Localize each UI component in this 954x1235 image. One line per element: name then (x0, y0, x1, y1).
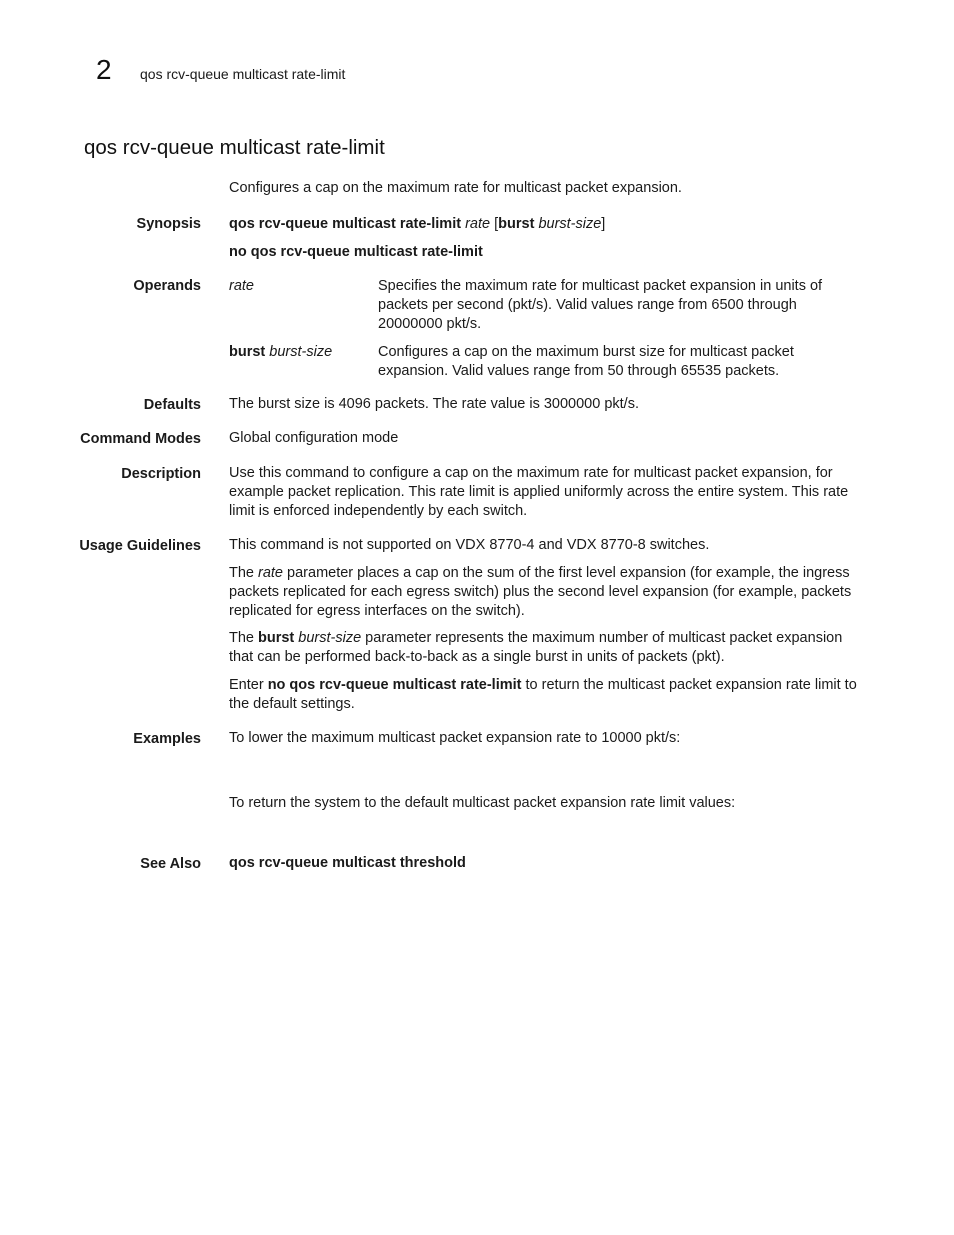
synopsis-command: qos rcv-queue multicast rate-limit (229, 216, 462, 232)
synopsis-close: ] (601, 216, 606, 232)
usage-p4-bold: no qos rcv-queue multicast rate-limit (267, 677, 522, 693)
usage-p3-pre: The (229, 630, 259, 646)
label-description: Description (121, 466, 201, 482)
usage-p3 (229, 629, 869, 667)
usage-p2-post: parameter places a cap on the sum of the first level expansion (for example, the ingress packets replicated for each egress switch) plus the second level expansion (for example, packets replicated for egress interfaces on the switch). (229, 565, 852, 619)
label-synopsis: Synopsis (136, 216, 201, 232)
operand-rate-desc: Specifies the maximum rate for multicast packet expansion in units of packets per second (pkt/s). Valid values range from 6500 through 20000000 pkt/s. (378, 278, 823, 332)
label-examples: Examples (133, 731, 201, 747)
usage-p3-post: parameter represents the maximum number of multicast packet expansion that can be performed back-to-back as a single burst in units of packets (pkt). (229, 630, 843, 665)
synopsis-rate: rate (465, 216, 491, 232)
operand-burst-size: burst-size (269, 344, 333, 360)
usage-p2 (229, 564, 869, 621)
synopsis-no-command: no qos rcv-queue multicast rate-limit (229, 244, 483, 260)
usage-p3-italic: burst-size (298, 630, 362, 646)
synopsis-burst: burst (498, 216, 535, 232)
label-operands: Operands (133, 278, 201, 294)
description-text: Use this command to configure a cap on the maximum rate for multicast packet expansion, for example packet replication. This rate limit is applied uniformly across the entire system. This rate limit is enforced independently by each switch. (229, 465, 849, 519)
operand-rate-term: rate (229, 278, 254, 294)
page-title: qos rcv-queue multicast rate-limit (84, 136, 385, 159)
label-command-modes: Command Modes (80, 431, 201, 447)
usage-p2-term: rate (258, 565, 284, 581)
synopsis-burst-size: burst-size (538, 216, 602, 232)
intro-text: Configures a cap on the maximum rate for multicast packet expansion. (229, 180, 682, 196)
see-also-link[interactable]: qos rcv-queue multicast threshold (229, 855, 466, 871)
usage-p4 (229, 676, 869, 714)
usage-p4-pre: Enter (229, 677, 268, 693)
usage-p2-pre: The (229, 565, 259, 581)
operand-burst-term (229, 343, 332, 362)
synopsis-open: [ (490, 216, 499, 232)
example-2-text: To return the system to the default multicast packet expansion rate limit values: (229, 795, 736, 811)
usage-p3-bold: burst (258, 630, 295, 646)
synopsis-line (229, 215, 869, 234)
running-header: qos rcv-queue multicast rate-limit (140, 66, 346, 82)
operand-burst-desc: Configures a cap on the maximum burst size for multicast packet expansion. Valid values range from 50 through 65535 packets. (378, 344, 794, 379)
operand-burst-keyword: burst (229, 344, 266, 360)
usage-p4-post: to return the multicast packet expansion rate limit to the default settings. (229, 677, 857, 712)
chapter-number: 2 (96, 54, 112, 85)
label-usage-guidelines: Usage Guidelines (79, 538, 201, 554)
usage-p1: This command is not supported on VDX 8770-4 and VDX 8770-8 switches. (229, 537, 710, 553)
example-1-text: To lower the maximum multicast packet expansion rate to 10000 pkt/s: (229, 730, 681, 746)
command-modes-text: Global configuration mode (229, 430, 399, 446)
label-defaults: Defaults (143, 397, 201, 413)
defaults-text: The burst size is 4096 packets. The rate value is 3000000 pkt/s. (229, 396, 639, 412)
label-see-also: See Also (140, 856, 201, 872)
